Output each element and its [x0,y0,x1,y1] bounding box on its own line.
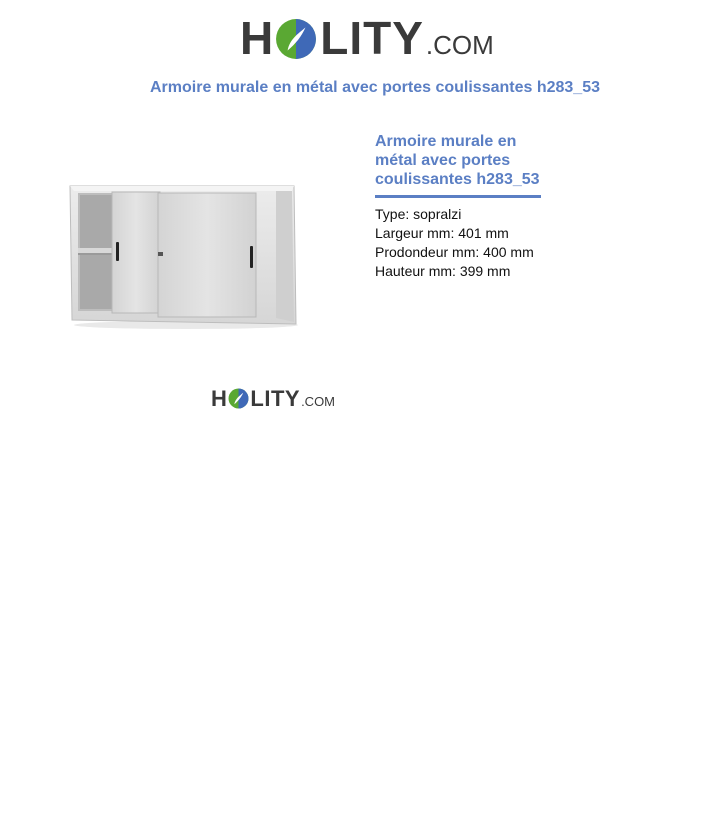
logo-text-right: LITY [320,12,424,64]
logo-text-suffix: .COM [425,30,494,60]
logo-text-suffix: .COM [301,394,336,409]
product-heading: Armoire murale en métal avec portes coulissantes h283_53 [375,132,541,198]
product-specs [375,205,534,281]
spec-type: Type: sopralzi [375,206,462,222]
logo-text-left: H [240,12,275,64]
logo-o-icon [275,18,317,60]
spec-width: Largeur mm: 401 mm [375,225,509,241]
page-title: Armoire murale en métal avec portes coulissantes h283_53 [150,79,600,96]
spec-height: Hauteur mm: 399 mm [375,263,511,279]
logo-text-right: LITY [250,386,301,411]
logo-o-icon [228,388,249,409]
brand-logo-bottom[interactable] [211,385,335,416]
spec-depth: Prodondeur mm: 400 mm [375,244,534,260]
brand-logo-top[interactable] [240,10,494,73]
cabinet-image [68,182,298,330]
logo-text-left: H [211,386,228,411]
